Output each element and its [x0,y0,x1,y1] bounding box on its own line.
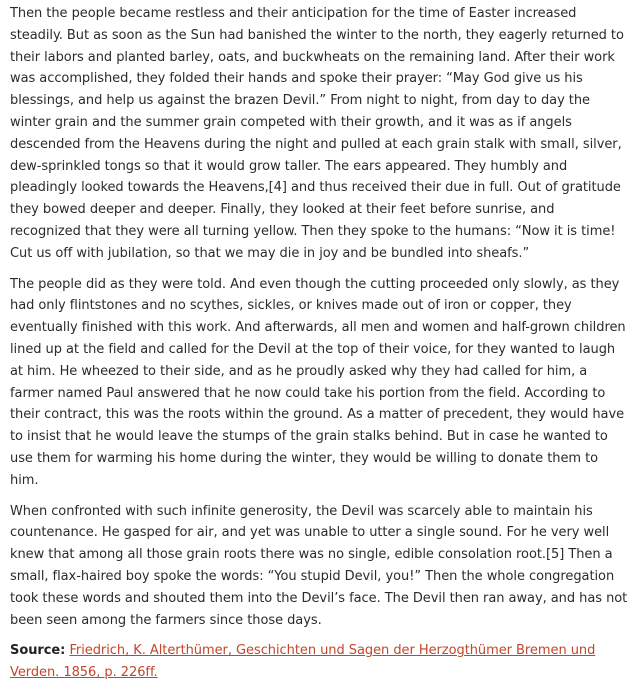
paragraph-1: Then the people became restless and their anticipation for the time of Easter increased steadily. But as soon as the Sun had banished the winter to the north, they eagerly returned to their labors and planted barley, oats, and buckwheats on the remaining land. After their work was accomplished, they folded their hands and spoke their prayer: “May God give us his blessings, and help us against the brazen Devil.” From night to night, from day to day the winter grain and the summer grain competed with their growth, and it was as if angels descended from the Heavens during the night and pulled at each grain stalk with small, silver, dew-sprinkled tongs so that it would grow taller. The ears appeared. They humbly and pleadingly looked towards the Heavens,[4] and thus received their due in full. Out of gratitude they bowed deeper and deeper. Finally, they looked at their feet before sunrise, and recognized that they were all turning yellow. Then they spoke to the humans: “Now it is time! Cut us off with jubilation, so that we may die in joy and be bundled into sheafs.” [10,6,624,261]
source-link[interactable]: Friedrich, K. Alterthümer, Geschichten und Sagen der Herzogthümer Bremen und Verden. 1856, p. 226ff. [10,643,596,681]
article-body [10,3,628,684]
source-citation [10,640,628,684]
paragraph-3: When confronted with such infinite generosity, the Devil was scarcely able to maintain his countenance. He gasped for air, and yet was unable to utter a single sound. For he very well knew that among all those grain roots there was no single, edible consolation root.[5] Then a small, flax-haired boy spoke the words: “You stupid Devil, you!” Then the whole congregation took these words and shouted them into the Devil’s face. The Devil then ran away, and has not been seen among the farmers since those days. [10,503,628,628]
paragraph-2: The people did as they were told. And even though the cutting proceeded only slowly, as they had only flintstones and no scythes, sickles, or knives made out of iron or copper, they eventually finished with this work. And afterwards, all men and women and half-grown children lined up at the field and called for the Devil at the top of their voice, for they wanted to laugh at him. He wheezed to their side, and as he proudly asked why they had called for him, a farmer named Paul answered that he now could take his portion from the field. According to their contract, this was the roots within the ground. As a matter of precedent, they would have to insist that he would leave the stumps of the grain stalks behind. But in case he wanted to use them for warming his home during the winter, they would be willing to donate them to him. [10,276,626,488]
source-label: Source: [10,643,66,659]
